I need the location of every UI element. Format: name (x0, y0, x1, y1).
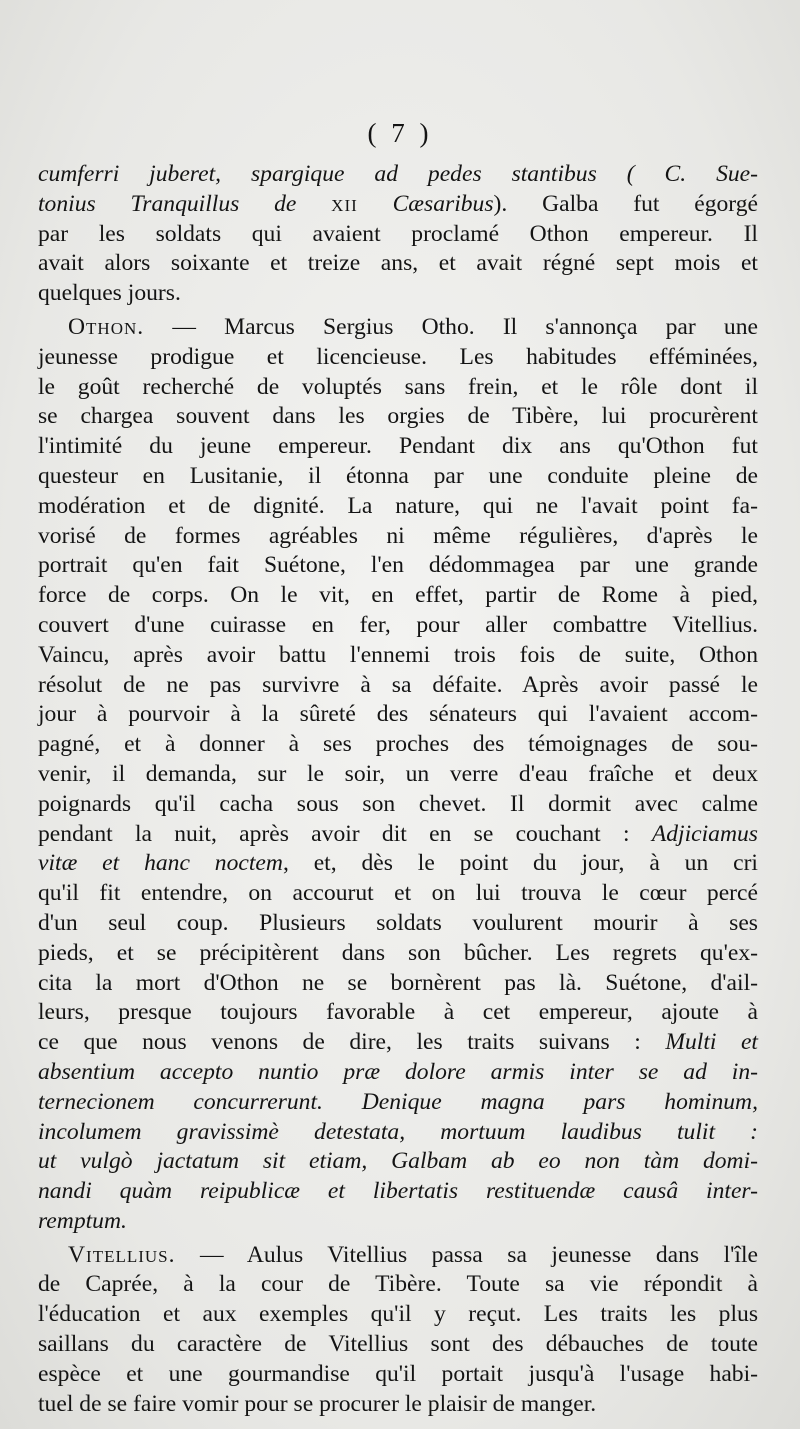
italic-text: remptum. (38, 1207, 127, 1234)
text-line (38, 730, 758, 760)
body-text (38, 160, 758, 1419)
text-line (38, 700, 758, 730)
text-run: l'éducation et aux exemples qu'il y reçut. Les traits les plus (38, 1301, 758, 1328)
text-line (38, 820, 758, 850)
text-run: vorisé de formes agréables ni même régulières, d'après le (38, 522, 758, 549)
text-run: ). Galba fut égorgé (493, 190, 758, 217)
text-line (38, 373, 758, 403)
text-line (38, 1028, 758, 1058)
text-run: espèce et une gourmandise qu'il portait jusqu'à l'usage habi- (38, 1360, 758, 1387)
text-run: couvert d'une cuirasse en fer, pour aller combattre Vitellius. (38, 611, 758, 638)
text-run: le goût recherché de voluptés sans frein, et le rôle dont il (38, 373, 758, 400)
italic-text: nandi quàm reipublicæ et libertatis restituendæ causâ inter- (38, 1178, 758, 1205)
text-line (38, 1390, 758, 1420)
text-run: portrait qu'en fait Suétone, l'en dédommagea par une grande (38, 552, 758, 579)
text-run: leurs, presque toujours favorable à cet empereur, ajoute à (38, 999, 758, 1026)
text-run: — Marcus Sergius Otho. Il s'annonça par une (144, 313, 758, 340)
small-caps-text: xii (331, 190, 358, 217)
italic-text: vitæ et hanc noctem (38, 850, 283, 877)
text-line (38, 432, 758, 462)
text-run: venir, il demanda, sur le soir, un verre d'eau fraîche et deux (38, 760, 758, 787)
text-run: ce que nous venons de dire, les traits suivans : (38, 1029, 666, 1056)
text-run: tuel de se faire vomir pour se procurer le plaisir de manger. (38, 1390, 597, 1417)
text-line (38, 220, 758, 250)
text-run: force de corps. On le vit, en effet, partir de Rome à pied, (38, 582, 758, 609)
text-run: pagné, et à donner à ses proches des témoignages de sou- (38, 731, 758, 758)
text-line (38, 522, 758, 552)
text-line (38, 998, 758, 1028)
text-line (38, 1330, 758, 1360)
text-line (38, 190, 758, 220)
italic-text: ut vulgò jactatum sit etiam, Galbam ab eo non tàm domi- (38, 1148, 758, 1175)
italic-text: Cæsaribus (357, 190, 494, 217)
text-run: qu'il fit entendre, on accourut et on lui trouva le cœur percé (38, 880, 758, 907)
italic-text: ternecionem concurrerunt. Denique magna pars hominum, (38, 1088, 758, 1115)
text-line (38, 402, 758, 432)
text-line (38, 671, 758, 701)
text-run: d'un seul coup. Plusieurs soldats voulurent mourir à ses (38, 909, 758, 936)
italic-text: incolumem gravissimè detestata, mortuum laudibus tulit : (38, 1118, 758, 1145)
text-line (38, 760, 758, 790)
text-line (38, 313, 758, 343)
paragraph (38, 313, 758, 1237)
text-run: pieds, et se précipitèrent dans son bûcher. Les regrets qu'ex- (38, 939, 758, 966)
text-run: jeunesse prodigue et licencieuse. Les habitudes efféminées, (38, 343, 758, 370)
text-line (38, 1300, 758, 1330)
text-line (38, 551, 758, 581)
text-run: cita la mort d'Othon ne se bornèrent pas là. Suétone, d'ail- (38, 969, 758, 996)
text-line (38, 611, 758, 641)
small-caps-text: Vitellius. (68, 1241, 176, 1268)
text-line (38, 1241, 758, 1271)
text-run: avait alors soixante et treize ans, et avait régné sept mois et (38, 250, 758, 277)
italic-text: tonius Tranquillus de (38, 190, 332, 217)
text-run: — Aulus Vitellius passa sa jeunesse dans l'île (175, 1241, 758, 1268)
text-line (38, 969, 758, 999)
text-line (38, 939, 758, 969)
text-run: saillans du caractère de Vitellius sont des débauches de toute (38, 1331, 758, 1358)
text-run: Vaincu, après avoir battu l'ennemi trois fois de suite, Othon (38, 641, 758, 668)
text-run: poignards qu'il cacha sous son chevet. Il dormit avec calme (38, 790, 758, 817)
paragraph (38, 160, 758, 309)
text-line (38, 279, 758, 309)
text-run: modération et de dignité. La nature, qui ne l'avait point fa- (38, 492, 758, 519)
text-run: pendant la nuit, après avoir dit en se couchant : (38, 820, 652, 847)
italic-text: Adjiciamus (651, 820, 758, 847)
italic-text: absentium accepto nuntio præ dolore armis inter se ad in- (38, 1058, 758, 1085)
text-line (38, 1088, 758, 1118)
italic-text: Multi et (665, 1029, 758, 1056)
text-run: par les soldats qui avaient proclamé Othon empereur. Il (38, 220, 758, 247)
text-line (38, 160, 758, 190)
text-line (38, 879, 758, 909)
text-run: , et, dès le point du jour, à un cri (282, 850, 758, 877)
paragraph (38, 1241, 758, 1420)
italic-text: cumferri juberet, spargique ad pedes stantibus ( C. Sue- (38, 161, 758, 187)
text-line (38, 1058, 758, 1088)
text-line (38, 1207, 758, 1237)
page-number: ( 7 ) (367, 118, 433, 148)
text-line (38, 1118, 758, 1148)
text-run: de Caprée, à la cour de Tibère. Toute sa vie répondit à (38, 1271, 758, 1298)
text-line (38, 641, 758, 671)
text-line (38, 909, 758, 939)
text-line (38, 462, 758, 492)
text-run: résolut de ne pas survivre à sa défaite. Après avoir passé le (38, 671, 758, 698)
text-line (38, 492, 758, 522)
text-run: se chargea souvent dans les orgies de Tibère, lui procurèrent (38, 403, 758, 430)
text-run: jour à pourvoir à la sûreté des sénateurs qui l'avaient accom- (38, 701, 758, 728)
small-caps-text: Othon. (68, 313, 145, 340)
text-run: quelques jours. (38, 280, 181, 307)
text-line (38, 581, 758, 611)
text-line (38, 343, 758, 373)
text-line (38, 790, 758, 820)
text-run: questeur en Lusitanie, il étonna par une conduite pleine de (38, 462, 758, 489)
text-line (38, 1270, 758, 1300)
text-line (38, 849, 758, 879)
text-line (38, 249, 758, 279)
text-line (38, 1147, 758, 1177)
text-run: l'intimité du jeune empereur. Pendant dix ans qu'Othon fut (38, 433, 758, 460)
text-line (38, 1360, 758, 1390)
text-line (38, 1177, 758, 1207)
